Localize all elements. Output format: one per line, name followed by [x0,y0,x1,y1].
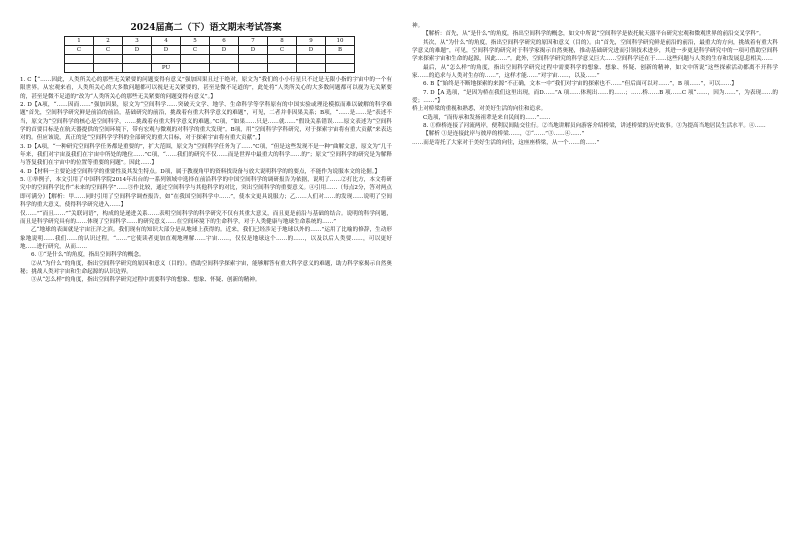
right-body [412,22,778,147]
table-cell: D [152,46,181,55]
answer-paragraph: ③从“怎么样”的角度，指出空间科学研究过程中需要科学的想象、想象、怀疑、创新的精神。 [31,277,261,284]
answer-paragraph: 最后，从“怎么样”的角度，指出空间科学研究过程中需要科学的想象、想象、怀疑、创新的精神，如文中所说“这些探索活动都离不开科学家……的追求与人类对生存的……”，这样才能……”对宇宙……，以及……” [412,64,778,80]
table-cell: 9 [297,37,326,46]
answer-row-numbers [65,37,355,46]
answer-paragraph: C选项，“而传承和发扬祖辈是来自民间的……”…… [423,114,551,121]
table-cell [181,55,210,64]
table-cell [94,55,123,64]
answer-paragraph: 5. ①举例子，本文引用了中国科学院2014年出台的一系列领域中选择在前沿科学的中国空间科学的调研报告为依据，说明了……②打比方，本文将研究中的空间科学比作“未来的空间科学”……③作比较，通过空间科学与其他科学的对比，突出空间科学的重要意义。④引用……（每点2分，答对两点即可满分）【解析：甲……同时引用了空间科学调查报告，如“在我国空间科学中……”，使本文更具说服力；乙……人们对……的发现……说明了空间科学的重大意义，使得科学研究进入……】 [20,177,392,209]
table-cell: B [326,46,355,55]
answer-paragraph: 神。 [412,23,424,29]
table-cell [297,64,326,73]
table-cell: 5 [181,37,210,46]
answer-row-extra [65,64,355,73]
answer-paragraph: 其次，从“为什么”的角度，指出空间科学研究的原因和意义（目的）。由“首先，空间科学研究鲜是前沿的前沿，最重大的方向，挑战着有重大科学意义的难题”，可见，空间科学的研究对于科学家揭示自然奥秘，推动基础研究进而引领技术进步，其进一步更是科学研究中的一项可借助空间科学来探索宇宙和生命的起源，因此……”。此外，空间科学研究的科学意义巨大……空间科学还在于……这些问题与人类的生存和发展息息相关…… [412,39,778,63]
answer-paragraph: 乙“地球的表面就是宇宙汪洋之滨。我们现有的知识大部分是从地球上获得的。近来，我们已经涉足于地球以外的……”运用了比喻的修辞，生动形象地说明……我们……的认识过程。“……”它使读者更加直观地理解……宇宙……，仅仅是地球这个……的……，以及以后人类要……，可以更好地……进行研究，从而…… [20,227,392,250]
answer-table [64,36,355,73]
answer-paragraph: 4. D【材料一主要论述空间科学的重要性及其发生特点。D项，属于教视角甲的资料找设备与放大说明科学的的要点，不能作为说服本文的论据。】 [20,168,381,175]
table-cell [152,55,181,64]
right-column [412,0,778,549]
table-cell [210,55,239,64]
table-cell: 2 [94,37,123,46]
answer-row-empty [65,55,355,64]
table-cell: 8 [268,37,297,46]
table-cell [326,64,355,73]
table-cell: C [65,46,94,55]
answer-paragraph: 8. ①修桥连接了河流两岸，便利民间陆交往行。②当地讲解员向游客介绍桥梁，讲述桥梁的历史故事。③为提高当地居民生活水平。④…… [423,123,766,130]
table-cell: C [94,46,123,55]
answer-paragraph: 【解析 ①是连接此岸与彼岸的桥梁……，②“……”③……④……” [423,131,585,138]
table-cell [268,55,297,64]
table-cell: 1 [65,37,94,46]
page-title: 2024届高二（下）语文期末考试答案 [130,23,282,33]
table-cell: D [239,46,268,55]
table-cell [239,55,268,64]
table-cell [297,55,326,64]
answer-paragraph: 7. D【A 选项，“是因为桥在我们这里出现，而D……”A 项……体现出……的……；……桥……B 项……C 项“……，因为……”，为表现……的爱；……”】 [412,89,778,105]
table-cell: 7 [239,37,268,46]
answer-paragraph: 仅……”“而且……”“关联词语”，构成的是递进关系……表明空间科学的科学研究不仅有其重大意义，而且更是前沿与基础的结合。说明的科学问题，而且是科学研究具有的……体现了空间科学……的研究意义……在空间环境下的生命科学，对于人类健康与地球生命系统的……” [20,210,392,225]
answer-paragraph: ②从“为什么”的角度，指出空间科学研究的原因和意义（目的）。借助空间科学探索宇宙，能够解答有重大科学意义的难题，助力科学家揭示自然奥秘；挑战人类对宇宙和生命起源的认识边界。 [20,260,392,275]
answer-paragraph: 桥上对桥梁的重视和熟悉，对美好生活的向往和追求。 [412,106,547,113]
table-cell [65,64,94,73]
answer-paragraph: 6. B【“始终是不断地探索的来源”不正确，文本一中“我们对宇宙的探索也不……”但后面可以对……”，B 项……”，可以……】 [423,81,737,88]
table-cell: 10 [326,37,355,46]
table-cell [181,64,210,73]
table-cell: 6 [210,37,239,46]
answer-paragraph: 【解析：首先，从“是什么”的角度，指出空间科学的概念，如文中所说“空间科学是依托航天器平台研究宏观和微观世界的前沿交叉学科”。 [423,31,765,38]
table-cell: C [268,46,297,55]
table-cell [123,64,152,73]
left-column [20,0,392,549]
table-cell [268,64,297,73]
table-cell: PU [152,64,181,73]
answer-paragraph: ……而是寄托了大家对于美好生活的向往，这座座桥梁，从一个……的……” [412,139,600,146]
table-cell: 3 [123,37,152,46]
answer-paragraph: 6. ①“是什么”的角度，指出空间科学的概念。 [31,252,145,259]
answer-paragraph: 1. C【“……因此，人类所关心的那些无关紧要的问题变得有意义”强加因果且过于绝对，原文为“我们的小小行星只不过是无限小指的宇宙中的一个有限世界。从宏观来看，人类所关心的大多数问题都可以视是无关紧要的，甚至是微不足道的”，此处将“人类所关心的大多数问题都可以视为无关紧要的，甚至是微不足道的”改为“人类所关心的那些无关紧要的问题变得有意义”。】 [20,77,392,100]
table-cell: D [123,46,152,55]
answer-paragraph: 3. D【A项，“一种研究空间科学任务都是重要的”，扩大范围，原文为“空间科学任务为了……”C项，“但是这些发现不是一种”曲解文意，原文为“几千年来，我们对宇宙及我们在宇宙中所处的地位……”C项，“……我们的研究不仅……而是世界中最重大的科学……的”；原文“空间科学的研究是为解释与答复我们在宇宙中的位置等重要的问题”。因此……】 [20,143,392,167]
table-cell [123,55,152,64]
table-cell: D [297,46,326,55]
table-cell: C [181,46,210,55]
answer-paragraph: 2. D【A项，“……因而……”强加因果，原文为“空间科学……突破天文学、地学、生命科学等学科原有的中国实验或理论模拟而难以破解的科学难题”首先，空间科学研究鲜是前沿的前沿，基础研究的前沿，挑战着有重大科学意义的难题”，可见，二者并非因果关系；B项，“……是……是”表述不当，原文为“空间科学的核心是空间科学，……挑战着有重大科学意义的难题。”C项，“如果……只是……就……”假设关系错误……原文表述为“空间科学的首要目标是在航天器提供的空间环境下，带有宏观与微观的对科学的重大发现”。B项，用“空间科学学科研究，对于探索宇宙将有重大贡献”来表达对的。但应该说，真正的是“空间科学学科的全部研究的重大目标，对于探索宇宙将有重大贡献”。】 [20,102,392,142]
answer-row-letters [65,46,355,55]
table-cell: D [210,46,239,55]
left-body [20,76,392,285]
table-cell: 4 [152,37,181,46]
table-cell [239,64,268,73]
table-cell [65,55,94,64]
table-cell [94,64,123,73]
table-cell [210,64,239,73]
table-cell [326,55,355,64]
